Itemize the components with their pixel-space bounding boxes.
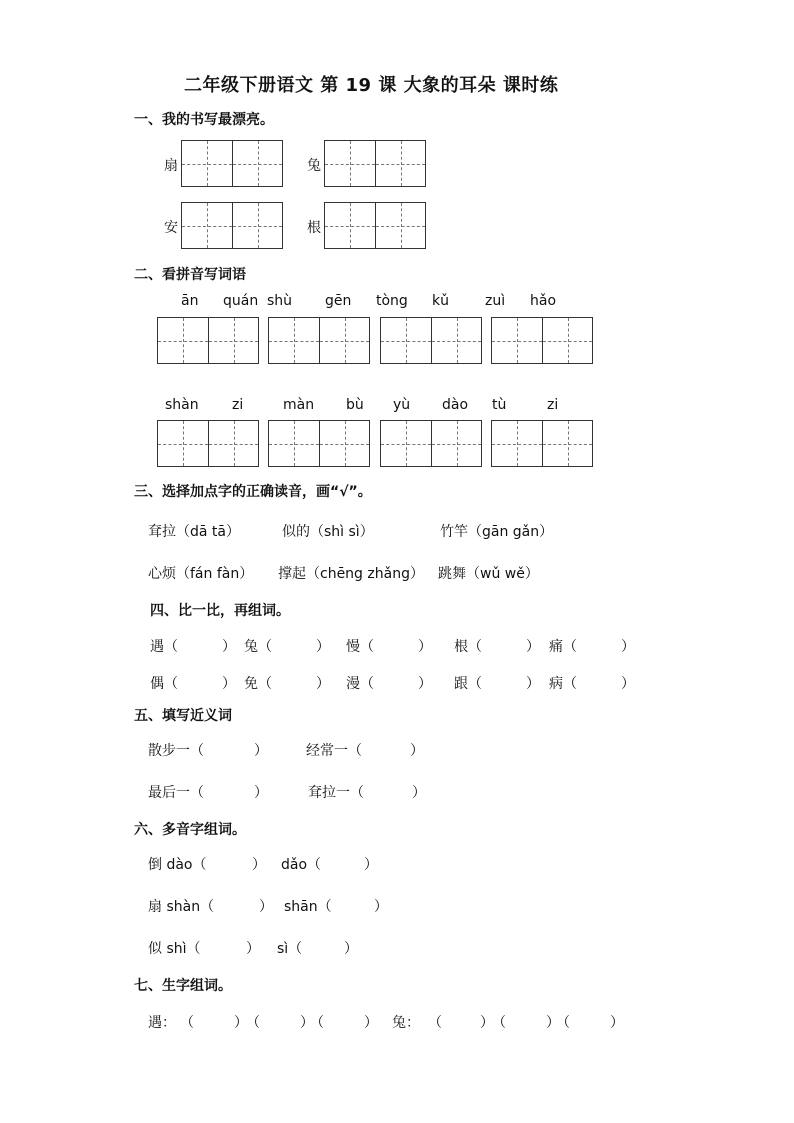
pinyin-label: bù [346, 397, 364, 413]
compare-char: 慢（ [346, 639, 374, 655]
polyphone-item: 倒 dào（ [148, 857, 207, 873]
section-3-heading: 三、选择加点字的正确读音，画“√”。 [134, 484, 372, 500]
paren-open: （ [310, 1015, 324, 1031]
compare-char: 痛（ [549, 639, 577, 655]
section-7-heading: 七、生字组词。 [134, 978, 232, 994]
paren-close: ） [418, 676, 432, 692]
pinyin-label: dào [442, 397, 469, 413]
paren-open: （ [428, 1015, 442, 1031]
section-2-heading: 二、看拼音写词语 [134, 267, 246, 283]
paren-close: ） [316, 676, 330, 692]
paren-close: ） [316, 639, 330, 655]
compare-char: 免（ [244, 676, 272, 692]
paren-close: ） [364, 857, 378, 873]
paren-close: ） [526, 639, 540, 655]
section-5-heading: 五、填写近义词 [134, 708, 232, 724]
pinyin-label: tù [492, 397, 507, 413]
writing-grid[interactable] [181, 140, 283, 187]
pinyin-label: zi [232, 397, 244, 413]
synonym-item: 经常一（ [306, 743, 362, 759]
synonym-item: 耷拉一（ [308, 785, 364, 801]
pinyin-label: tòng [376, 293, 408, 309]
paren-close: ） [364, 1015, 378, 1031]
compare-char: 病（ [549, 676, 577, 692]
pinyin-label: kǔ [432, 293, 449, 309]
word-label: 遇： [148, 1015, 176, 1031]
section-1-heading: 一、我的书写最漂亮。 [134, 112, 274, 128]
compare-char: 跟（ [454, 676, 482, 692]
compare-char: 漫（ [346, 676, 374, 692]
synonym-item: 最后一（ [148, 785, 204, 801]
pinyin-label: hǎo [530, 293, 557, 309]
pinyin-label: shàn [165, 397, 199, 413]
paren-close: ） [412, 785, 426, 801]
word-label: 兔： [392, 1015, 420, 1031]
pinyin-label: gēn [325, 293, 352, 309]
writing-grid[interactable] [157, 420, 259, 467]
section-6-heading: 六、多音字组词。 [134, 822, 246, 838]
synonym-item: 散步一（ [148, 743, 204, 759]
pinyin-label: ān [181, 293, 199, 309]
writing-grid[interactable] [491, 317, 593, 364]
reading-option[interactable]: 耷拉（dā tā） [148, 524, 240, 540]
paren-close: ） [410, 743, 424, 759]
page-title: 二年级下册语文 第 19 课 大象的耳朵 课时练 [184, 75, 559, 96]
compare-char: 根（ [454, 639, 482, 655]
polyphone-item: sì（ [277, 941, 303, 957]
pinyin-label: quán [223, 293, 259, 309]
polyphone-item: 扇 shàn（ [148, 899, 215, 915]
paren-close: ） [621, 639, 635, 655]
paren-close: ） [254, 785, 268, 801]
writing-grid[interactable] [324, 140, 426, 187]
paren-open: （ [556, 1015, 570, 1031]
paren-close: ） [610, 1015, 624, 1031]
writing-grid[interactable] [491, 420, 593, 467]
paren-close: ） [374, 899, 388, 915]
paren-close: ） [480, 1015, 494, 1031]
paren-close: ） [418, 639, 432, 655]
polyphone-item: 似 shì（ [148, 941, 201, 957]
paren-close: ） [526, 676, 540, 692]
paren-close: ） [222, 676, 236, 692]
pinyin-label: màn [283, 397, 315, 413]
char-label: 扇 [164, 158, 178, 174]
char-label: 根 [307, 220, 321, 236]
writing-grid[interactable] [324, 202, 426, 249]
paren-close: ） [621, 676, 635, 692]
pinyin-label: shù [267, 293, 293, 309]
paren-open: （ [180, 1015, 194, 1031]
paren-open: （ [246, 1015, 260, 1031]
compare-char: 兔（ [244, 639, 272, 655]
paren-close: ） [254, 743, 268, 759]
polyphone-item: dǎo（ [281, 857, 322, 873]
paren-close: ） [344, 941, 358, 957]
paren-open: （ [492, 1015, 506, 1031]
compare-char: 遇（ [150, 639, 178, 655]
char-label: 安 [164, 220, 178, 236]
writing-grid[interactable] [157, 317, 259, 364]
section-4-heading: 四、比一比，再组词。 [150, 603, 290, 619]
compare-char: 偶（ [150, 676, 178, 692]
writing-grid[interactable] [380, 420, 482, 467]
polyphone-item: shān（ [284, 899, 332, 915]
paren-close: ） [546, 1015, 560, 1031]
reading-option[interactable]: 竹竿（gān gǎn） [440, 524, 554, 540]
writing-grid[interactable] [380, 317, 482, 364]
reading-option[interactable]: 跳舞（wǔ wě） [438, 566, 539, 582]
paren-close: ） [300, 1015, 314, 1031]
pinyin-label: zi [547, 397, 559, 413]
char-label: 兔 [307, 158, 321, 174]
reading-option[interactable]: 心烦（fán fàn） [148, 566, 254, 582]
reading-option[interactable]: 似的（shì sì） [282, 524, 374, 540]
writing-grid[interactable] [181, 202, 283, 249]
pinyin-label: zuì [485, 293, 506, 309]
paren-close: ） [246, 941, 260, 957]
paren-close: ） [222, 639, 236, 655]
paren-close: ） [252, 857, 266, 873]
writing-grid[interactable] [268, 420, 370, 467]
paren-close: ） [234, 1015, 248, 1031]
pinyin-label: yù [393, 397, 411, 413]
paren-close: ） [259, 899, 273, 915]
reading-option[interactable]: 撑起（chēng zhǎng） [278, 566, 424, 582]
writing-grid[interactable] [268, 317, 370, 364]
